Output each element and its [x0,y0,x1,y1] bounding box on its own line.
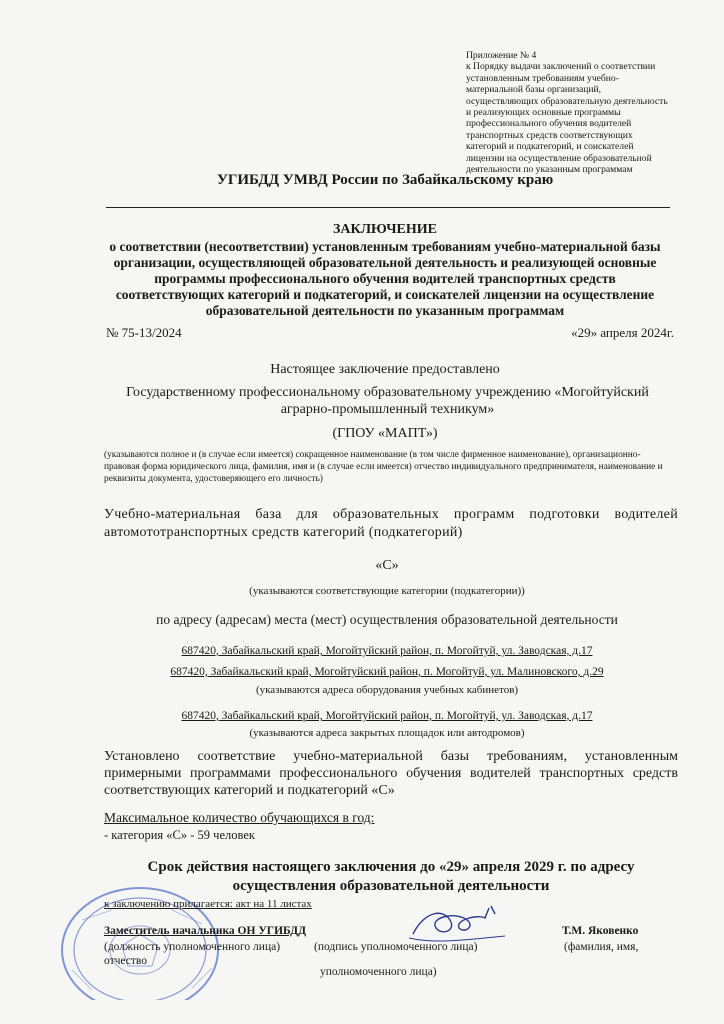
signer-name: Т.М. Яковенко [562,925,639,937]
document-number: № 75-13/2024 [106,325,182,340]
classroom-address-2 [100,662,674,680]
classroom-address-note: (указываются адреса оборудования учебных кабинетов) [255,684,519,696]
recipient-name: Государственному профессиональному образовательному учреждению «Могойтуйский аграрно-промышленный техникум» [126,385,649,417]
conformity-statement: Установлено соответствие учебно-материальной базы требованиям, установленным примерными программами профессионального обучения водителей транспортных средств соответствующих категорий и подкатегорий «С» [104,749,678,798]
caption-name-a: (фамилия, имя, [564,941,639,953]
max-students-label: Максимальное количество обучающихся в год: [104,810,375,825]
caption-name-b: отчество [104,955,148,967]
address-text: 687420, Забайкальский край, Могойтуйский район, п. Могойтуй, ул. Заводская, д.17 [181,710,593,722]
classroom-address-1 [100,641,674,659]
attachment-note: к заключению прилагается: акт на 11 листах [104,898,312,910]
header-rule [106,207,670,208]
base-description: Учебно-материальная база для образовательных программ подготовки водителей автомототранспортных средств категорий (подкатегорий) [104,507,678,540]
issuing-organization: УГИБДД УМВД России по Забайкальскому краю [216,172,554,188]
category-value: «С» [375,558,399,573]
caption-signature: (подпись уполномоченного лица) [314,941,478,953]
document-title [100,222,670,319]
appendix-line: лицензии на осуществление образовательной [466,152,652,164]
address-text: 687420, Забайкальский край, Могойтуйский район, п. Могойтуй, ул. Заводская, д.17 [181,645,593,657]
appendix-line: осуществляющих образовательную деятельность [466,95,668,107]
recipient-note: (указываются полное и (в случае если имеется) сокращенное наименование (в том числе фирменное наименование), организационно-правовая форма юридического лица, фамилия, имя и (в случае если имеется) отчество индивидуального предпринимателя, наименование и реквизиты документа, удостоверяющего его личность) [104,450,663,484]
category-note: (указываются соответствующие категории (подкатегории)) [249,585,525,597]
caption-name-c: уполномоченного лица) [320,966,437,978]
ground-address-note: (указываются адреса закрытых площадок или автодромов) [249,727,525,739]
appendix-line: материальной базы организаций, [466,84,602,96]
document-heading-text: о соответствии (несоответствии) установленным требованиям учебно-материальной базы организации, осуществляющей образовательной деятельность и реализующей основные программы профессионального обучения водителей транспортных средств соответствующих категорий и подкатегорий, и соискателей лицензии на осуществление образовательной деятельности по указанным программам [109,239,661,318]
validity-statement: Срок действия настоящего заключения до «29» апреля 2029 г. по адресу осуществления образовательной деятельности [147,859,635,894]
appendix-note [466,50,676,175]
caption-position: (должность уполномоченного лица) [104,941,281,953]
appendix-line: транспортных средств соответствующих [466,129,633,141]
recipient-abbreviation: (ГПОУ «МАПТ») [332,426,438,441]
appendix-line: категорий и подкатегорий, и соискателей [466,141,634,153]
appendix-line: Приложение № 4 [466,50,537,61]
appendix-line: к Порядку выдачи заключений о соответствии [466,61,656,73]
address-text: 687420, Забайкальский край, Могойтуйский район, п. Могойтуй, ул. Малиновского, д.29 [170,666,604,678]
max-students-item: - категория «С» - 59 человек [104,828,255,842]
appendix-line: и реализующих основные программы [466,107,621,119]
document-heading: ЗАКЛЮЧЕНИЕ [332,222,438,237]
appendix-line: установленным требованиям учебно- [466,72,619,84]
signature-captions [104,940,644,968]
address-label: по адресу (адресам) места (мест) осуществления образовательной деятельности [156,612,618,627]
document-date: «29» апреля 2024г. [571,325,674,340]
appendix-line: деятельности по указанным программам [466,164,633,176]
given-to-text: Настоящее заключение предоставлено [270,362,500,377]
appendix-line: профессионального обучения водителей [466,118,632,130]
ground-address [100,706,674,724]
signer-position: Заместитель начальника ОН УГИБДД [104,925,307,937]
